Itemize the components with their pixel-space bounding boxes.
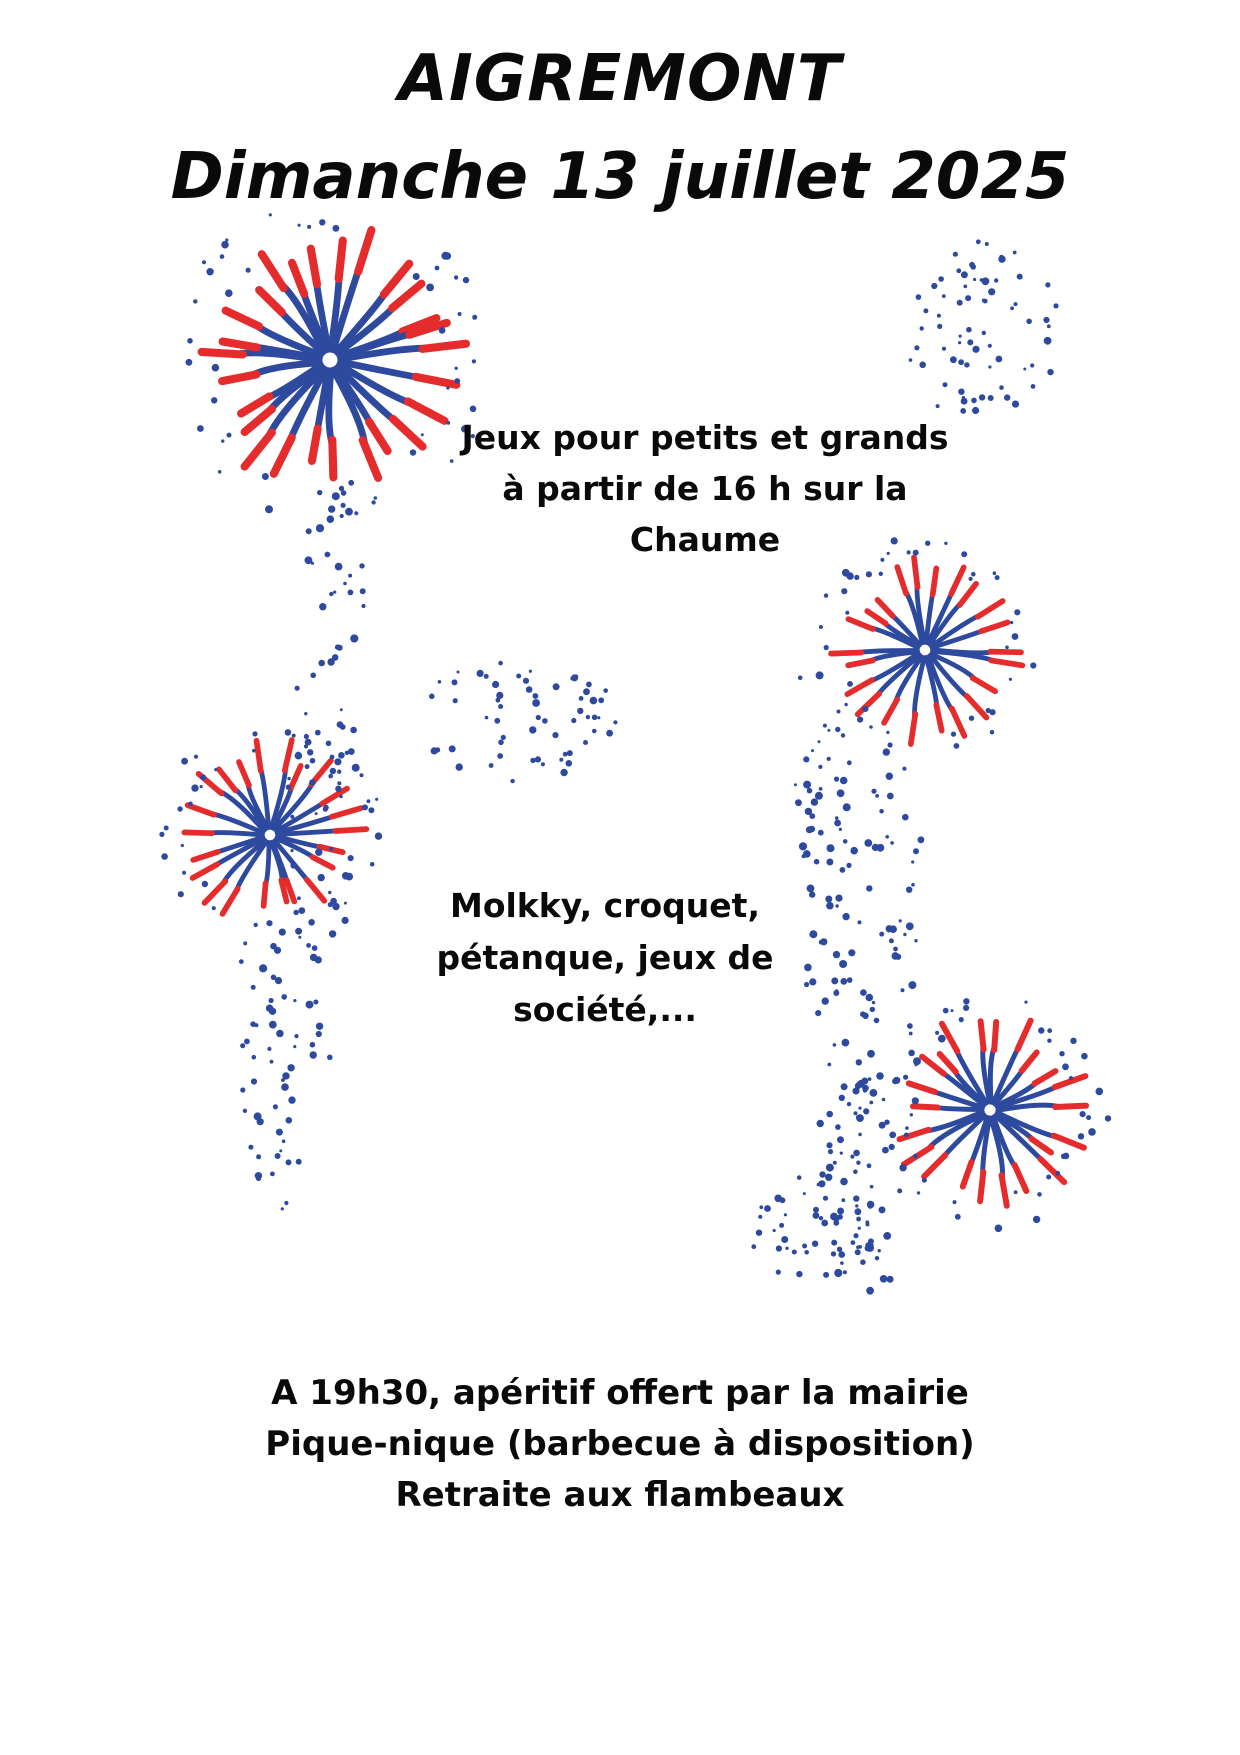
firework-icon	[186, 213, 478, 518]
page-title-town: AIGREMONT	[398, 42, 842, 116]
firework-icon	[159, 729, 382, 926]
games-list-line: pétanque, jeux de	[436, 938, 774, 977]
evening-line: Pique-nique (barbecue à disposition)	[265, 1424, 975, 1464]
sparkle-cloud-icon	[429, 661, 618, 784]
firework-trail-icon	[794, 676, 874, 1295]
games-intro-line: Jeux pour petits et grands	[461, 418, 949, 457]
sparkle-cloud-icon	[751, 1175, 891, 1277]
firework-trail-icon	[239, 923, 302, 1211]
games-list-line: Molkky, croquet,	[449, 886, 760, 925]
firework-trail-icon	[853, 767, 924, 1283]
games-intro-line: à partir de 16 h sur la	[502, 469, 908, 508]
evening-program-text	[180, 1368, 1060, 1521]
games-intro-text	[450, 412, 960, 565]
evening-line: A 19h30, apéritif offert par la mairie	[271, 1373, 969, 1413]
firework-icon	[816, 537, 1037, 755]
page-title-date: Dimanche 13 juillet 2025	[170, 140, 1070, 214]
games-list-text	[410, 880, 800, 1036]
firework-icon	[869, 998, 1111, 1232]
games-intro-line: Chaume	[629, 520, 781, 559]
evening-line: Retraite aux flambeaux	[395, 1475, 845, 1515]
sparkle-cloud-icon	[909, 239, 1059, 414]
games-list-line: société,...	[513, 990, 697, 1029]
